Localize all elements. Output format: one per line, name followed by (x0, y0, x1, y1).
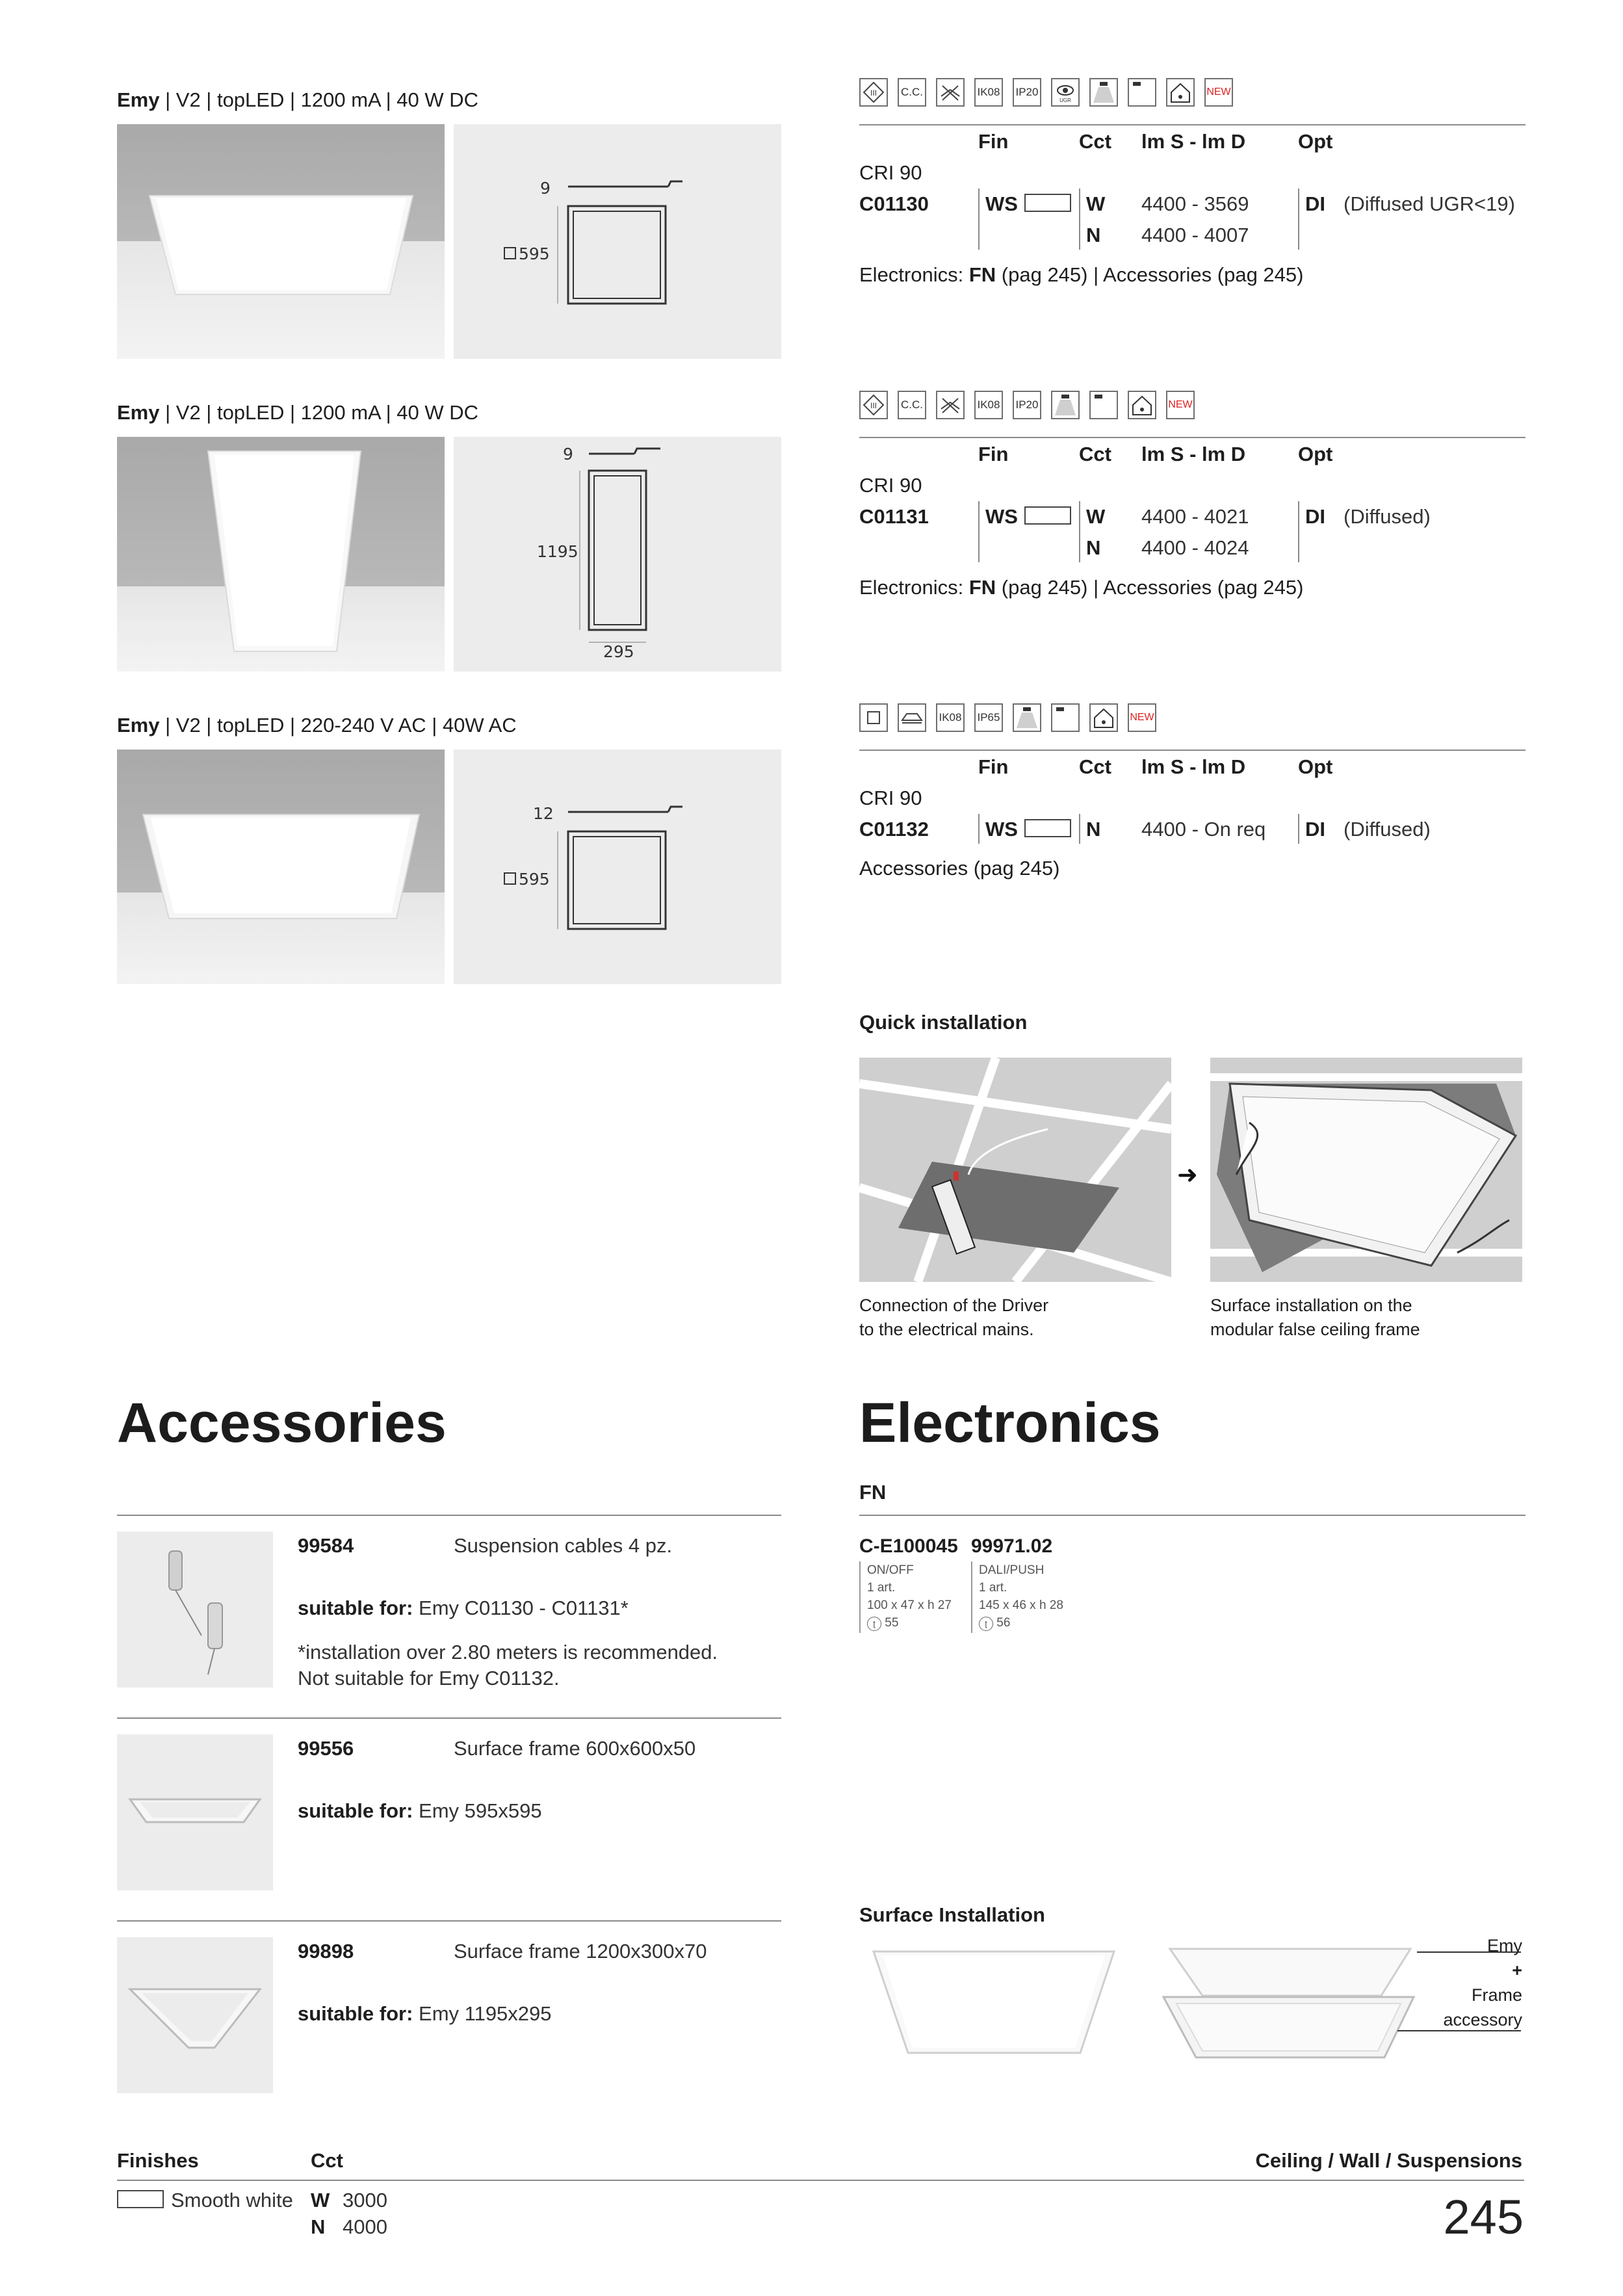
surface-frame-image (1160, 1944, 1420, 2061)
cct-value: 3000 (343, 2189, 387, 2211)
section-title: Surface Installation (859, 1903, 1045, 1926)
divider (859, 750, 1526, 751)
column-divider (978, 501, 980, 562)
caption-driver: Connection of the Driver to the electrical mains. (859, 1296, 1049, 1339)
cct-code: W (1086, 192, 1106, 215)
temperature-icon: ʈ (867, 1617, 881, 1631)
product-title (117, 88, 478, 112)
ip-rating-icon: IP20 (1013, 391, 1041, 419)
new-badge: NEW (1166, 391, 1195, 419)
product-code: C01130 (859, 192, 929, 215)
new-badge: NEW (1128, 703, 1156, 732)
cct-code: N (311, 2215, 326, 2238)
dimension-side: 595 (519, 244, 550, 263)
column-divider (1079, 501, 1080, 562)
accessory-code: 99556 (298, 1737, 354, 1760)
ip-rating-icon: IP20 (1013, 78, 1041, 107)
ugr-icon (1051, 78, 1080, 107)
header-opt: Opt (1298, 755, 1333, 778)
ceiling-icon (1089, 391, 1118, 419)
finish-name: Smooth white (171, 2189, 293, 2211)
accessory-suitable: suitable for: Emy 1195x295 (298, 2002, 552, 2025)
accessory-description: Suspension cables 4 pz. (454, 1534, 673, 1557)
surface-panel-image (859, 1944, 1119, 2061)
cct-value: 4000 (343, 2215, 387, 2238)
optic-code: DI (1305, 192, 1325, 215)
column-divider (978, 189, 980, 250)
cct-code: N (1086, 224, 1101, 246)
driver-code: 99971.02 (971, 1535, 1053, 1557)
product-brand: Emy (117, 401, 160, 424)
accessory-suitable: suitable for: Emy C01130 - C01131* (298, 1597, 629, 1619)
product-code: C01131 (859, 505, 929, 528)
product-photo (117, 750, 445, 984)
section-title: Quick installation (859, 1011, 1028, 1034)
optic-description: (Diffused) (1344, 505, 1431, 528)
divider (859, 437, 1526, 438)
svg-text:III: III (870, 88, 877, 98)
product-title-rest: | V2 | topLED | 220-240 V AC | 40W AC (159, 714, 517, 737)
accessory-description: Surface frame 600x600x50 (454, 1737, 696, 1760)
surface-icon (898, 703, 926, 732)
ip-rating-icon: IP65 (974, 703, 1003, 732)
optic-code: DI (1305, 505, 1325, 528)
new-badge: NEW (1204, 78, 1233, 107)
divider (117, 1717, 781, 1719)
header-lumen: lm S - lm D (1141, 443, 1246, 465)
installation-illustration-surface (1210, 1058, 1522, 1282)
house-icon (1089, 703, 1118, 732)
cct-code: W (311, 2189, 330, 2211)
header-fin: Fin (978, 130, 1009, 153)
divider (117, 2180, 1524, 2181)
accessory-description: Surface frame 1200x300x70 (454, 1940, 707, 1963)
product-title (117, 714, 517, 737)
product-title-rest: | V2 | topLED | 1200 mA | 40 W DC (159, 88, 479, 111)
accessory-image (117, 1937, 273, 2093)
optic-description: (Diffused UGR<19) (1344, 192, 1515, 215)
lumen-value: 4400 - 4021 (1141, 505, 1249, 528)
installation-illustration-driver (859, 1058, 1171, 1282)
divider (859, 1515, 1526, 1516)
lumen-value: 4400 - 4024 (1141, 536, 1249, 559)
house-icon (1128, 391, 1156, 419)
accessory-code: 99584 (298, 1534, 354, 1557)
driver-code: C-E100045 (859, 1535, 958, 1557)
no-insulation-cover-icon (936, 391, 965, 419)
header-lumen: lm S - lm D (1141, 755, 1246, 778)
class-i-icon (859, 703, 888, 732)
divider (117, 1920, 781, 1922)
section-heading: Accessories (117, 1392, 447, 1454)
finishes-label: Finishes (117, 2149, 199, 2172)
svg-text:III: III (870, 401, 877, 410)
optic-description: (Diffused) (1344, 818, 1431, 841)
accessory-image (117, 1532, 273, 1688)
product-note: Accessories (pag 245) (859, 857, 1060, 880)
product-note: Electronics: FN (pag 245) | Accessories (pag 245) (859, 263, 1304, 286)
dimension-drawing (454, 124, 781, 359)
finish-code: WS (985, 505, 1018, 528)
lumen-value: 4400 - 4007 (1141, 224, 1249, 246)
ceiling-icon (1051, 703, 1080, 732)
cri-value: CRI 90 (859, 787, 922, 809)
page-number: 245 (1443, 2190, 1524, 2244)
column-divider (1298, 189, 1299, 250)
class-iii-icon (859, 78, 888, 107)
house-icon (1166, 78, 1195, 107)
product-title-rest: | V2 | topLED | 1200 mA | 40 W DC (159, 401, 479, 424)
no-insulation-cover-icon (936, 78, 965, 107)
category-label: Ceiling / Wall / Suspensions (1255, 2149, 1522, 2172)
frame-accessory-label: Emy + Frame accessory (1443, 1936, 1522, 2029)
column-divider (1079, 814, 1080, 844)
dimension-side: 595 (519, 870, 550, 889)
header-opt: Opt (1298, 130, 1333, 153)
column-divider (971, 1561, 972, 1633)
arrow-right-icon: ➜ (1177, 1162, 1198, 1189)
finish-code: WS (985, 192, 1018, 215)
dimension-height: 9 (563, 445, 573, 463)
cct-code: N (1086, 536, 1101, 559)
temperature-icon: ʈ (979, 1617, 993, 1631)
lumen-value: 4400 - On req (1141, 818, 1266, 841)
finish-swatch (1024, 506, 1071, 525)
recessed-icon (1089, 78, 1118, 107)
divider (859, 124, 1526, 125)
lumen-value: 4400 - 3569 (1141, 192, 1249, 215)
column-divider (978, 814, 980, 844)
driver-specs: ON/OFF 1 art. 100 x 47 x h 27 ʈ 55 (867, 1563, 952, 1630)
product-photo (117, 437, 445, 672)
header-fin: Fin (978, 443, 1009, 465)
cc-icon: C.C. (898, 391, 926, 419)
ik-rating-icon: IK08 (974, 78, 1003, 107)
svg-text:UGR: UGR (1059, 98, 1071, 103)
header-cct: Cct (1079, 755, 1111, 778)
header-cct: Cct (1079, 130, 1111, 153)
finish-swatch (1024, 194, 1071, 212)
recessed-icon (1013, 703, 1041, 732)
dimension-drawing (454, 750, 781, 984)
class-iii-icon (859, 391, 888, 419)
accessory-code: 99898 (298, 1940, 354, 1963)
cri-value: CRI 90 (859, 474, 922, 497)
dimension-length: 1195 (537, 542, 578, 561)
accessory-note: *installation over 2.80 meters is recommended. Not suitable for Emy C01132. (298, 1641, 718, 1689)
ik-rating-icon: IK08 (936, 703, 965, 732)
header-fin: Fin (978, 755, 1009, 778)
driver-specs: DALI/PUSH 1 art. 145 x 46 x h 28 ʈ 56 (979, 1563, 1063, 1630)
ceiling-icon (1128, 78, 1156, 107)
caption-surface: Surface installation on the modular false ceiling frame (1210, 1296, 1420, 1339)
product-title (117, 401, 478, 424)
column-divider (859, 1561, 861, 1633)
header-opt: Opt (1298, 443, 1333, 465)
section-heading: Electronics (859, 1392, 1161, 1454)
cct-code: W (1086, 505, 1106, 528)
product-note: Electronics: FN (pag 245) | Accessories (pag 245) (859, 576, 1304, 599)
recessed-icon (1051, 391, 1080, 419)
accessory-image (117, 1734, 273, 1890)
optic-code: DI (1305, 818, 1325, 841)
column-divider (1298, 501, 1299, 562)
cri-value: CRI 90 (859, 161, 922, 184)
dimension-height: 9 (540, 179, 551, 198)
product-code: C01132 (859, 818, 929, 841)
divider (117, 1515, 781, 1516)
header-lumen: lm S - lm D (1141, 130, 1246, 153)
ik-rating-icon: IK08 (974, 391, 1003, 419)
electronics-subtitle: FN (859, 1481, 887, 1504)
finish-swatch (117, 2190, 164, 2208)
column-divider (1298, 814, 1299, 844)
product-photo (117, 124, 445, 359)
cct-label: Cct (311, 2149, 343, 2172)
finish-swatch (1024, 819, 1071, 837)
product-brand: Emy (117, 714, 160, 737)
header-cct: Cct (1079, 443, 1111, 465)
dimension-width: 295 (603, 642, 634, 661)
product-brand: Emy (117, 88, 160, 111)
accessory-suitable: suitable for: Emy 595x595 (298, 1799, 542, 1822)
column-divider (1079, 189, 1080, 250)
cct-code: N (1086, 818, 1101, 841)
dimension-drawing (454, 437, 781, 672)
finish-code: WS (985, 818, 1018, 841)
cc-icon: C.C. (898, 78, 926, 107)
dimension-height: 12 (533, 804, 554, 823)
